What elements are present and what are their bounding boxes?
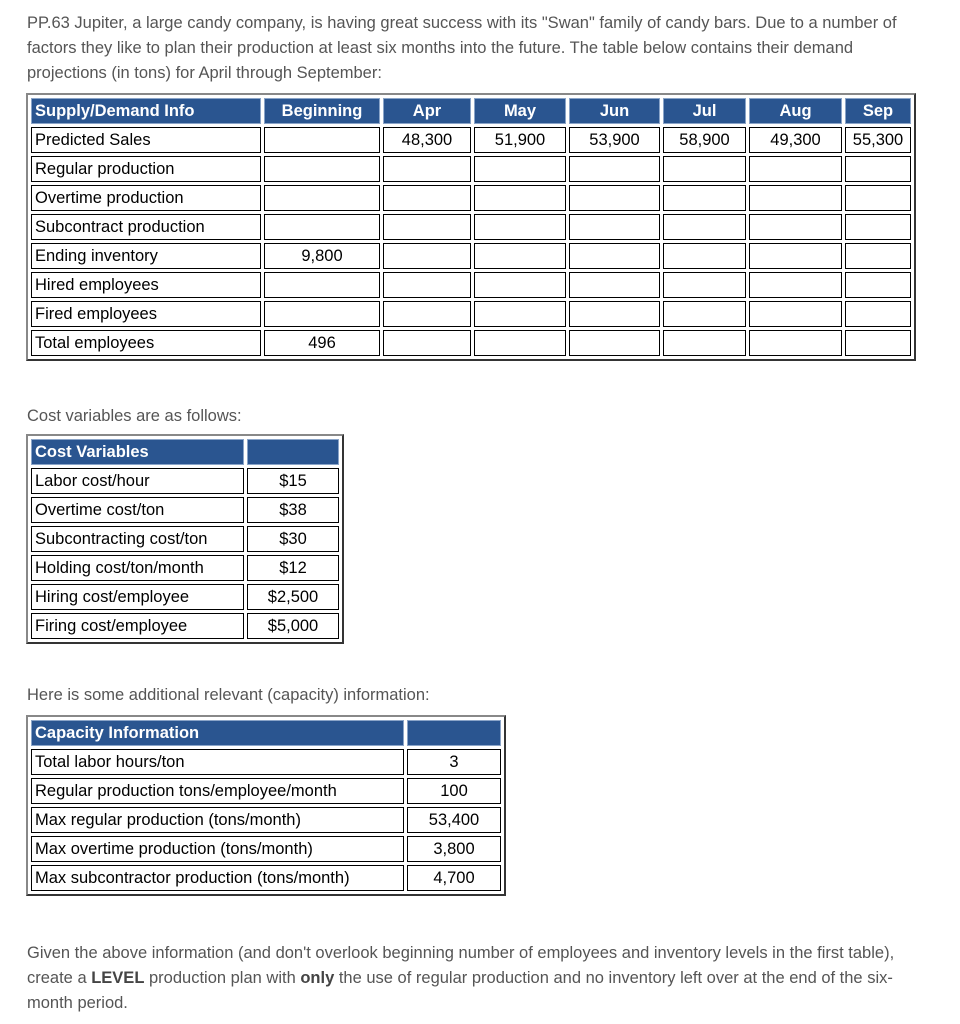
answer-input-cell[interactable] bbox=[845, 301, 911, 327]
cost-intro-text: Cost variables are as follows: bbox=[27, 407, 242, 425]
answer-input-cell[interactable] bbox=[845, 243, 911, 269]
column-header: Jul bbox=[663, 98, 746, 124]
answer-input-cell[interactable] bbox=[474, 156, 566, 182]
answer-input-cell[interactable] bbox=[845, 330, 911, 356]
answer-input-cell[interactable] bbox=[474, 272, 566, 298]
answer-input-cell[interactable] bbox=[474, 214, 566, 240]
value-cell: 58,900 bbox=[663, 127, 746, 153]
table-row bbox=[31, 778, 501, 804]
answer-input-cell[interactable] bbox=[749, 272, 842, 298]
column-header: Apr bbox=[383, 98, 471, 124]
cost-variables-table bbox=[26, 434, 344, 644]
answer-input-cell[interactable] bbox=[663, 243, 746, 269]
table-row bbox=[31, 156, 911, 182]
value-cell: 51,900 bbox=[474, 127, 566, 153]
answer-input-cell[interactable] bbox=[383, 185, 471, 211]
cost-header: Cost Variables bbox=[31, 439, 244, 465]
answer-input-cell[interactable] bbox=[383, 301, 471, 327]
capacity-header: Capacity Information bbox=[31, 720, 404, 746]
value-cell: 3 bbox=[407, 749, 501, 775]
value-cell: $5,000 bbox=[247, 613, 339, 639]
answer-input-cell[interactable] bbox=[383, 330, 471, 356]
answer-input-cell[interactable] bbox=[474, 301, 566, 327]
value-cell: $30 bbox=[247, 526, 339, 552]
answer-input-cell[interactable] bbox=[845, 185, 911, 211]
supply-demand-table bbox=[26, 93, 916, 361]
table-row bbox=[31, 584, 339, 610]
column-header: Jun bbox=[569, 98, 660, 124]
table-row bbox=[31, 330, 911, 356]
table-row bbox=[31, 185, 911, 211]
answer-input-cell[interactable] bbox=[749, 214, 842, 240]
answer-input-cell[interactable] bbox=[474, 243, 566, 269]
column-header: May bbox=[474, 98, 566, 124]
value-cell: $15 bbox=[247, 468, 339, 494]
answer-input-cell[interactable] bbox=[663, 330, 746, 356]
value-cell: 9,800 bbox=[264, 243, 380, 269]
answer-input-cell[interactable] bbox=[383, 156, 471, 182]
row-label: Max overtime production (tons/month) bbox=[31, 836, 404, 862]
answer-input-cell[interactable] bbox=[569, 243, 660, 269]
table-row bbox=[31, 127, 911, 153]
row-label: Max subcontractor production (tons/month) bbox=[31, 865, 404, 891]
table-row bbox=[31, 243, 911, 269]
table-row bbox=[31, 555, 339, 581]
answer-input-cell[interactable] bbox=[663, 301, 746, 327]
table-row bbox=[31, 301, 911, 327]
cost-header-blank bbox=[247, 439, 339, 465]
answer-input-cell[interactable] bbox=[264, 185, 380, 211]
value-cell: $38 bbox=[247, 497, 339, 523]
closing-text: Given the above information (and don't overlook beginning number of employees and inventory levels in the first table), create a LEVEL production plan with only the use of regular production and no inventory left over at the end of the six-month period. bbox=[27, 944, 895, 1012]
answer-input-cell[interactable] bbox=[845, 272, 911, 298]
table-row bbox=[31, 214, 911, 240]
row-label: Overtime production bbox=[31, 185, 261, 211]
row-label: Regular production tons/employee/month bbox=[31, 778, 404, 804]
row-label: Labor cost/hour bbox=[31, 468, 244, 494]
table-row bbox=[31, 749, 501, 775]
row-label: Overtime cost/ton bbox=[31, 497, 244, 523]
answer-input-cell[interactable] bbox=[569, 330, 660, 356]
value-cell: 49,300 bbox=[749, 127, 842, 153]
table-row bbox=[31, 497, 339, 523]
answer-input-cell[interactable] bbox=[569, 214, 660, 240]
row-label: Hiring cost/employee bbox=[31, 584, 244, 610]
column-header: Supply/Demand Info bbox=[31, 98, 261, 124]
answer-input-cell[interactable] bbox=[663, 214, 746, 240]
answer-input-cell[interactable] bbox=[663, 185, 746, 211]
answer-input-cell[interactable] bbox=[569, 301, 660, 327]
row-label: Subcontracting cost/ton bbox=[31, 526, 244, 552]
capacity-table bbox=[26, 715, 506, 896]
answer-input-cell[interactable] bbox=[264, 127, 380, 153]
row-label: Predicted Sales bbox=[31, 127, 261, 153]
answer-input-cell[interactable] bbox=[845, 156, 911, 182]
capacity-header-blank bbox=[407, 720, 501, 746]
value-cell: 53,400 bbox=[407, 807, 501, 833]
capacity-intro-text: Here is some additional relevant (capacity) information: bbox=[27, 686, 430, 704]
row-label: Regular production bbox=[31, 156, 261, 182]
table-row bbox=[31, 272, 911, 298]
value-cell: 3,800 bbox=[407, 836, 501, 862]
answer-input-cell[interactable] bbox=[383, 272, 471, 298]
value-cell: 100 bbox=[407, 778, 501, 804]
row-label: Max regular production (tons/month) bbox=[31, 807, 404, 833]
intro-text: PP.63 Jupiter, a large candy company, is having great success with its "Swan" family of candy bars. Due to a number of factors they like to plan their production at least six months into the future. The table below contains their demand projections (in tons) for April through September: bbox=[27, 14, 897, 82]
value-cell: 53,900 bbox=[569, 127, 660, 153]
answer-input-cell[interactable] bbox=[383, 243, 471, 269]
value-cell: 496 bbox=[264, 330, 380, 356]
answer-input-cell[interactable] bbox=[474, 185, 566, 211]
table-row bbox=[31, 836, 501, 862]
table-row bbox=[31, 807, 501, 833]
table-row bbox=[31, 865, 501, 891]
row-label: Total labor hours/ton bbox=[31, 749, 404, 775]
value-cell: $12 bbox=[247, 555, 339, 581]
answer-input-cell[interactable] bbox=[264, 272, 380, 298]
answer-input-cell[interactable] bbox=[264, 301, 380, 327]
row-label: Ending inventory bbox=[31, 243, 261, 269]
value-cell: $2,500 bbox=[247, 584, 339, 610]
row-label: Holding cost/ton/month bbox=[31, 555, 244, 581]
row-label: Hired employees bbox=[31, 272, 261, 298]
answer-input-cell[interactable] bbox=[749, 185, 842, 211]
column-header: Sep bbox=[845, 98, 911, 124]
answer-input-cell[interactable] bbox=[383, 214, 471, 240]
answer-input-cell[interactable] bbox=[749, 330, 842, 356]
answer-input-cell[interactable] bbox=[749, 301, 842, 327]
value-cell: 48,300 bbox=[383, 127, 471, 153]
answer-input-cell[interactable] bbox=[663, 272, 746, 298]
answer-input-cell[interactable] bbox=[663, 156, 746, 182]
row-label: Fired employees bbox=[31, 301, 261, 327]
table-row bbox=[31, 526, 339, 552]
column-header: Beginning bbox=[264, 98, 380, 124]
row-label: Firing cost/employee bbox=[31, 613, 244, 639]
answer-input-cell[interactable] bbox=[264, 214, 380, 240]
row-label: Subcontract production bbox=[31, 214, 261, 240]
answer-input-cell[interactable] bbox=[569, 156, 660, 182]
answer-input-cell[interactable] bbox=[569, 185, 660, 211]
table-row bbox=[31, 468, 339, 494]
column-header: Aug bbox=[749, 98, 842, 124]
answer-input-cell[interactable] bbox=[749, 156, 842, 182]
value-cell: 4,700 bbox=[407, 865, 501, 891]
answer-input-cell[interactable] bbox=[749, 243, 842, 269]
table-row bbox=[31, 613, 339, 639]
answer-input-cell[interactable] bbox=[569, 272, 660, 298]
answer-input-cell[interactable] bbox=[845, 214, 911, 240]
answer-input-cell[interactable] bbox=[264, 156, 380, 182]
value-cell: 55,300 bbox=[845, 127, 911, 153]
answer-input-cell[interactable] bbox=[474, 330, 566, 356]
row-label: Total employees bbox=[31, 330, 261, 356]
supply-header-row bbox=[31, 98, 911, 124]
